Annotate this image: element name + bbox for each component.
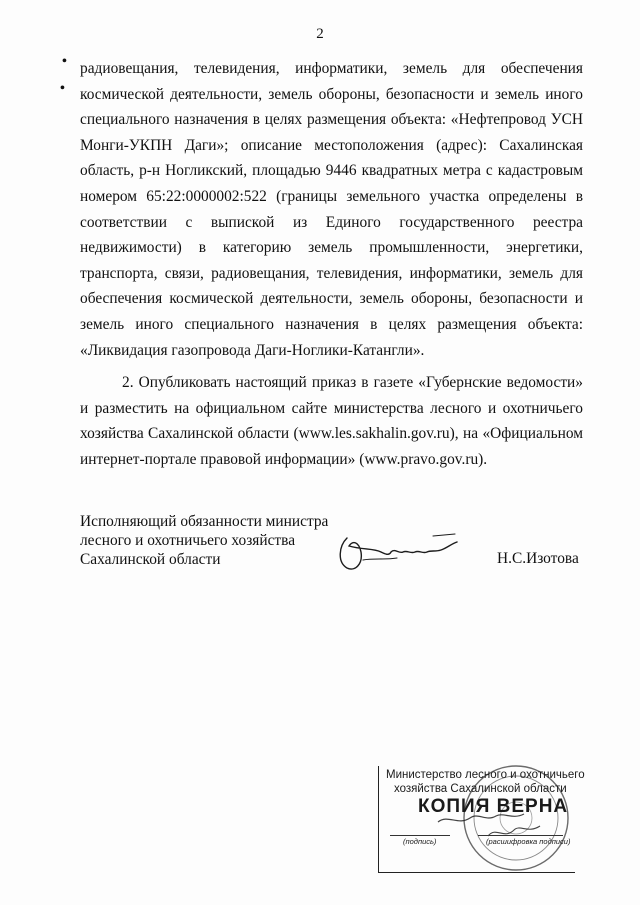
stamp-signature-caption: (подпись) <box>403 837 437 846</box>
text-line: хозяйства Сахалинской области (www.les.sakhalin.gov.ru), на «Официальном <box>80 425 583 443</box>
certification-stamp <box>378 756 585 876</box>
stamp-signature-line <box>390 835 450 836</box>
text-line: и разместить на официальном сайте министерства лесного и охотничьего <box>80 399 583 417</box>
text-line: транспорта, связи, радиовещания, телевидения, информатики, земель для <box>80 264 583 282</box>
signer-name: Н.С.Изотова <box>497 550 579 567</box>
handwritten-signature <box>333 518 463 578</box>
stamp-organization-line: Министерство лесного и охотничьего <box>386 769 585 781</box>
margin-mark: • <box>62 54 67 69</box>
text-line: область, р-н Ногликский, площадью 9446 квадратных метра с кадастровым <box>80 162 583 180</box>
text-line: номером 65:22:0000002:522 (границы земельного участка определены в <box>80 187 583 205</box>
text-line: соответствии с выпиской из Единого государственного реестра <box>80 213 583 231</box>
paragraph-item-2 <box>80 370 583 472</box>
text-line: интернет-портале правовой информации» (www.pravo.gov.ru). <box>80 450 488 468</box>
text-line: земель иного специального назначения в целях размещения объекта: <box>80 315 583 333</box>
text-line: специального назначения в целях размещения объекта: «Нефтепровод УСН <box>80 111 583 129</box>
stamp-decode-caption: (расшифровка подписи) <box>486 837 571 846</box>
text-line: радиовещания, телевидения, информатики, земель для обеспечения <box>80 60 583 77</box>
stamp-decode-line <box>478 835 563 836</box>
page-number: 2 <box>316 26 324 42</box>
signer-position <box>80 512 328 569</box>
text-line: 2. Опубликовать настоящий приказ в газете «Губернские ведомости» <box>122 374 583 391</box>
signer-position-line: лесного и охотничьего хозяйства <box>80 532 296 549</box>
text-line: «Ликвидация газопровода Даги-Ноглики-Катангли». <box>80 341 425 359</box>
signer-position-line: Сахалинской области <box>80 551 221 568</box>
margin-mark: • <box>60 81 65 96</box>
stamp-copy-label: КОПИЯ ВЕРНА <box>418 796 569 817</box>
text-line: Монги-УКПН Даги»; описание местоположения (адрес): Сахалинская <box>80 136 583 154</box>
text-line: недвижимости) в категорию земель промышленности, энергетики, <box>80 239 583 257</box>
text-line: обеспечения космической деятельности, земель обороны, безопасности и <box>80 290 583 308</box>
paragraph-continuation <box>80 56 583 363</box>
text-line: космической деятельности, земель обороны, безопасности и земель иного <box>80 85 583 103</box>
signer-position-line: Исполняющий обязанности министра <box>80 513 329 530</box>
stamp-organization-line: хозяйства Сахалинской области <box>394 783 567 795</box>
